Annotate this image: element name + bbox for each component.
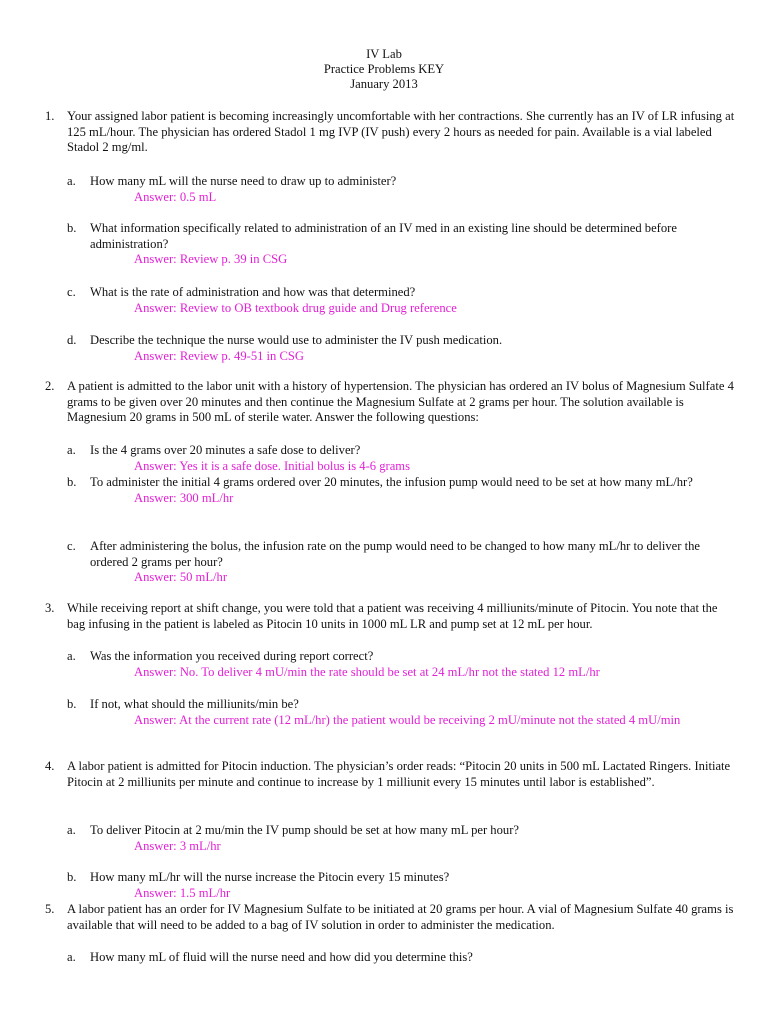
part-letter: a.: [67, 443, 76, 457]
document-title: IV Lab: [366, 47, 402, 61]
question-number: 1.: [45, 109, 55, 123]
part-text: What information specifically related to administration of an IV med in an existing line should be determined before administration?: [90, 221, 677, 251]
question-1-part-b: [67, 221, 727, 268]
part-letter: b.: [67, 697, 77, 711]
part-text: Describe the technique the nurse would use to administer the IV push medication.: [90, 333, 503, 347]
answer-text: Answer: At the current rate (12 mL/hr) the patient would be receiving 2 mU/minute not the stated 4 mU/min: [134, 712, 681, 727]
question-text: While receiving report at shift change, you were told that a patient was receiving 4 milliunits/minute of Pitocin. You note that the bag infusing in the patient is labeled as Pitocin 10 units in 1000 mL LR and pump set at 12 mL per hour.: [67, 601, 718, 631]
document-header: [0, 47, 768, 92]
document-subtitle: Practice Problems KEY: [323, 62, 445, 76]
question-4-part-b: [67, 870, 727, 901]
question-4: [45, 759, 735, 790]
part-letter: c.: [67, 539, 76, 553]
question-text: A labor patient is admitted for Pitocin induction. The physician’s order reads: “Pitocin 20 units in 500 mL Lactated Ringers. Initiate Pitocin at 2 milliunits per minute and continue to increase by 1 milliunit every 15 minutes until labor is established”.: [67, 759, 731, 789]
question-3-part-a: [67, 649, 727, 680]
part-letter: d.: [67, 333, 77, 347]
part-letter: a.: [67, 174, 76, 188]
question-5: [45, 902, 735, 933]
part-text: How many mL will the nurse need to draw up to administer?: [90, 174, 397, 188]
question-number: 3.: [45, 601, 55, 615]
question-2-part-a: [67, 443, 727, 474]
question-5-part-a: [67, 950, 727, 966]
question-number: 4.: [45, 759, 55, 773]
answer-text: Answer: 300 mL/hr: [134, 490, 234, 505]
part-letter: a.: [67, 950, 76, 964]
part-text: Is the 4 grams over 20 minutes a safe dose to deliver?: [90, 443, 361, 457]
part-letter: b.: [67, 475, 77, 489]
answer-text: Answer: 0.5 mL: [134, 189, 217, 204]
question-3: [45, 601, 735, 632]
answer-text: Answer: 50 mL/hr: [134, 570, 228, 585]
question-2-part-b: [67, 475, 727, 506]
part-letter: b.: [67, 221, 77, 235]
part-text: To administer the initial 4 grams ordered over 20 minutes, the infusion pump would need to be set at how many mL/hr?: [90, 475, 693, 489]
part-text: To deliver Pitocin at 2 mu/min the IV pump should be set at how many mL per hour?: [90, 823, 519, 837]
part-letter: a.: [67, 823, 76, 837]
question-1-part-c: [67, 285, 727, 316]
question-1-part-d: [67, 333, 727, 364]
question-3-part-b: [67, 697, 727, 728]
question-text: A patient is admitted to the labor unit with a history of hypertension. The physician has ordered an IV bolus of Magnesium Sulfate 4 grams to be given over 20 minutes and then continue the Magnesium Sulfate at 2 grams per hour. The solution available is Magnesium 20 grams in 500 mL of sterile water. Answer the following questions:: [67, 379, 734, 425]
part-text: How many mL of fluid will the nurse need and how did you determine this?: [90, 950, 473, 964]
document-date: January 2013: [350, 77, 418, 91]
part-text: If not, what should the milliunits/min be?: [90, 697, 299, 711]
part-letter: c.: [67, 285, 76, 299]
part-letter: a.: [67, 649, 76, 663]
question-2: [45, 379, 735, 426]
answer-text: Answer: Review p. 49-51 in CSG: [134, 348, 305, 363]
question-number: 5.: [45, 902, 55, 916]
answer-text: Answer: Yes it is a safe dose. Initial bolus is 4-6 grams: [134, 458, 410, 473]
question-2-part-c: [67, 539, 727, 586]
question-number: 2.: [45, 379, 55, 393]
answer-text: Answer: Review to OB textbook drug guide and Drug reference: [134, 300, 457, 315]
part-text: After administering the bolus, the infusion rate on the pump would need to be changed to how many mL/hr to deliver the ordered 2 grams per hour?: [90, 539, 700, 569]
answer-text: Answer: Review p. 39 in CSG: [134, 252, 288, 267]
part-text: How many mL/hr will the nurse increase the Pitocin every 15 minutes?: [90, 870, 450, 884]
part-text: What is the rate of administration and how was that determined?: [90, 285, 416, 299]
answer-text: Answer: No. To deliver 4 mU/min the rate should be set at 24 mL/hr not the stated 12 mL/hr: [134, 664, 600, 679]
answer-text: Answer: 1.5 mL/hr: [134, 885, 231, 900]
part-letter: b.: [67, 870, 77, 884]
question-text: Your assigned labor patient is becoming increasingly uncomfortable with her contractions. She currently has an IV of LR infusing at 125 mL/hour. The physician has ordered Stadol 1 mg IVP (IV push) every 2 hours as needed for pain. Available is a vial labeled Stadol 2 mg/ml.: [67, 109, 735, 155]
question-4-part-a: [67, 823, 727, 854]
question-text: A labor patient has an order for IV Magnesium Sulfate to be initiated at 20 grams per hour. A vial of Magnesium Sulfate 40 grams is available that will need to be added to a bag of IV solution in order to administer the medication.: [67, 902, 734, 932]
question-1-part-a: [67, 174, 727, 205]
answer-text: Answer: 3 mL/hr: [134, 838, 221, 853]
question-1: [45, 109, 735, 156]
part-text: Was the information you received during report correct?: [90, 649, 374, 663]
